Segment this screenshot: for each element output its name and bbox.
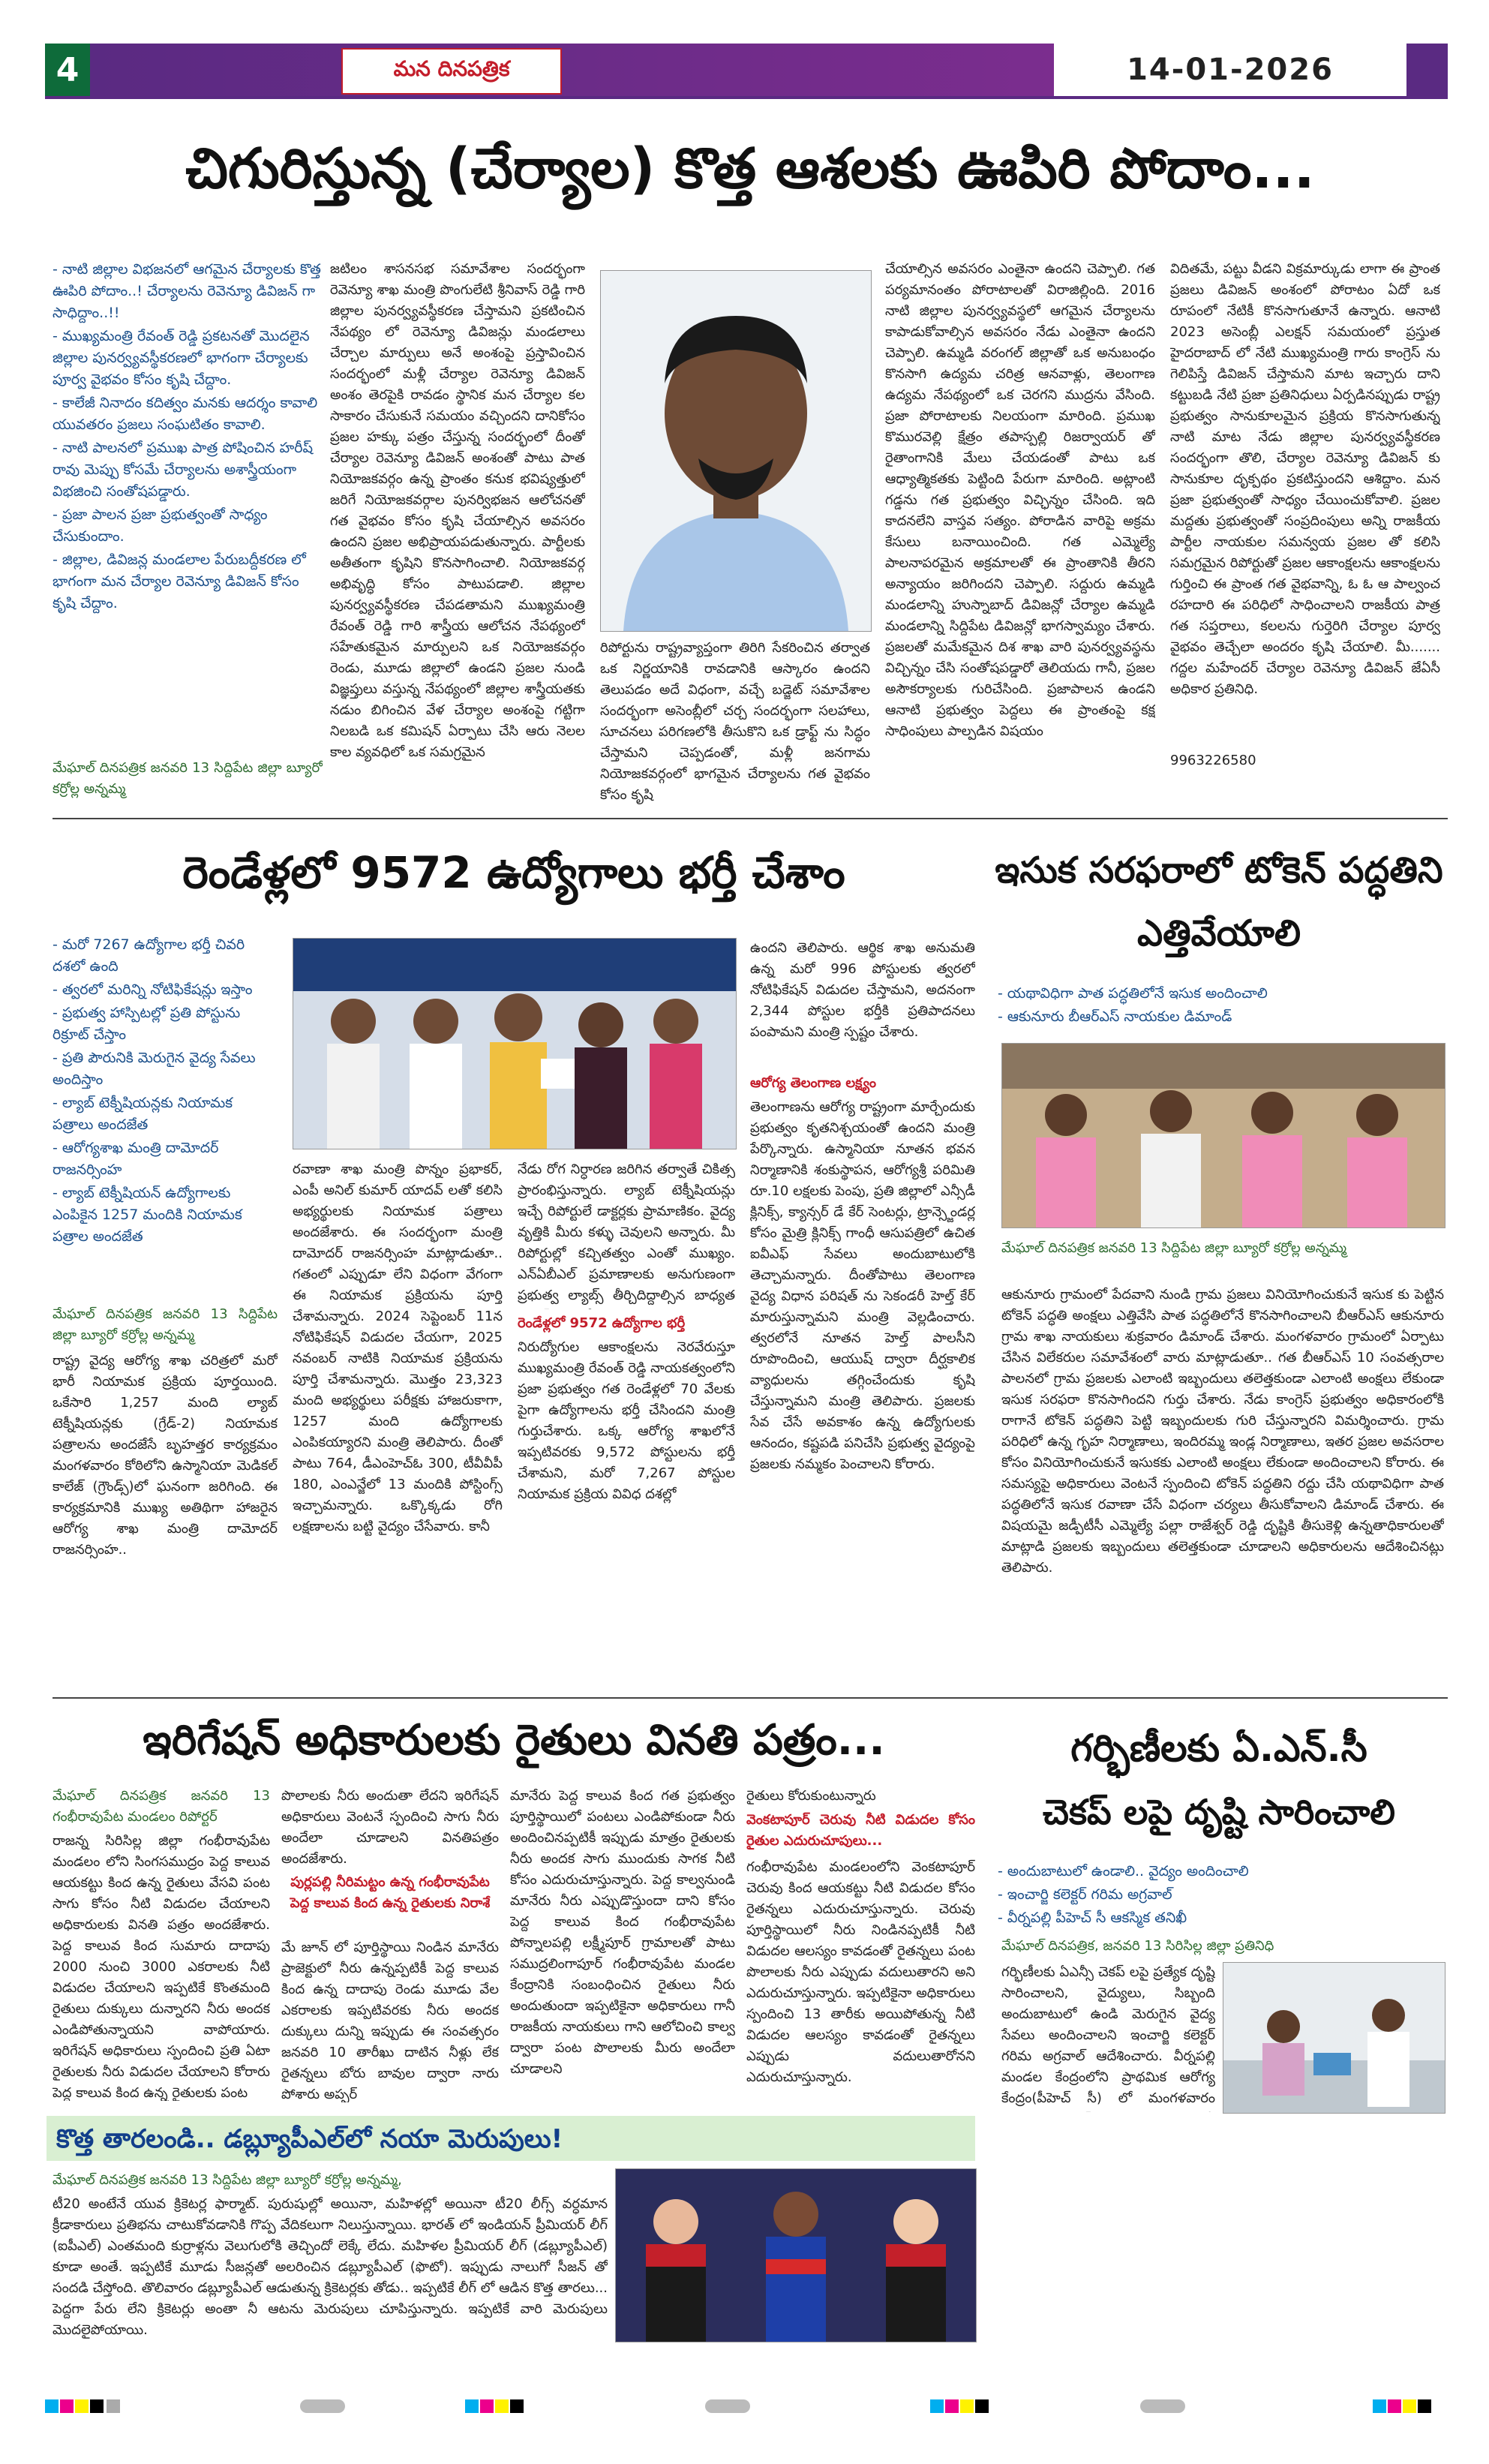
story1-portrait-photo xyxy=(600,270,872,632)
story3-bullet: - ఆకునూరు బీఆర్ఎస్ నాయకుల డిమాండ్ xyxy=(998,1008,1232,1025)
story1-bullet: - కాలేజీ నినాదం కదిత్వం మనకు ఆదర్శం కావాలి యువతరం ప్రజలు సంఘటితం కావాలి. xyxy=(53,395,318,433)
story4-col2a: పొలాలకు నీరు అందుతా లేదని ఇరిగేషన్ అధికారులు వెంటనే స్పందించి సాగు నీరు అందేలా చూడాలని వినతిపత్రం అందజేశారు. xyxy=(281,1788,499,1867)
story4-col4b: గంభీరావుపేట మండలంలోని వెంకటాపూర్ చెరువు కింద ఆయకట్టు నీటి విడుదల కోసం రైతన్నలు ఎదురుచూస్తున్నారు. చెరువు పూర్తిస్థాయిలో నీరు నిండినప్పటికీ నీటి విడుదల ఆలస్యం కావడంతో రైతన్నలు పంట పొలాలకు నీరు ఎప్పుడు వదులుతారని అని ఎదురుచూస్తున్నారు. ఇప్పటికైనా అధికారులు స్పందించి 13 తారీకు అయిపోతున్న నీటి విడుదల ఆలస్యం కావడంతో రైతన్నలు ఎప్పుడు వదులుతారోనని ఎదురుచూస్తున్నారు. xyxy=(746,1859,975,2085)
story2-headline: రెండేళ్లలో 9572 ఉద్యోగాలు భర్తీ చేశాం xyxy=(182,847,845,898)
story3-headline: ఇసుక సరఫరాలో టోకెన్ పద్ధతిని ఎత్తివేయాలి xyxy=(995,849,1443,954)
story2-col1: రాష్ట్ర వైద్య ఆరోగ్య శాఖ చరిత్రలో మరో భారీ నియామక ప్రక్రియ పూర్తయింది. ఒకేసారి 1,257 మంది ల్యాబ్ టెక్నీషియన్లకు (గ్రేడ్-2) నియామక పత్రాలను అందజేసే బృహత్తర కార్యక్రమం మంగళవారం కోఠిలోని ఉస్మానియా మెడికల్ కాలేజ్ (గ్రౌండ్స్)లో ఘనంగా జరిగింది. ఈ కార్యక్రమానికి ముఖ్య అతిథిగా హాజరైన ఆరోగ్య శాఖ మంత్రి దామోదర్ రాజనర్సింహ.. xyxy=(53,1353,278,1558)
story4-col2-subhead: పుర్లపల్లి నీరిమట్టం ఉన్న గంభీరావుపేట పెద్ద కాలువ కింద ఉన్న రైతులకు నిరాశే xyxy=(290,1874,491,1911)
header-band xyxy=(90,44,1054,96)
story3-credit: మేఘాల్ దినపత్రిక జనవరి 13 సిద్దిపేట జిల్లా బ్యూరో కర్రోల్ల అన్నమ్మ xyxy=(1001,1240,1347,1256)
story4-col4a: రైతులు కోరుకుంటున్నారు xyxy=(746,1788,876,1804)
header-tail xyxy=(1406,44,1448,96)
story1-col5: విదితమే, పట్టు వీడని విక్రమార్కుడు లాగా ఈ ప్రాంత ప్రజలు డివిజన్ అంశంలో పోరాటం ఏదో ఒక రూపంలో నేటికీ కొనసాగుతూనే ఉన్నారు. ఆనాటి 2023 అసెంబ్లీ ఎలక్షన్ సమయంలో ప్రస్తుత హైదరాబాద్ లో నేటి ముఖ్యమంత్రి గారు కాంగ్రెస్ ను గెలిపిస్తే డివిజన్ చేస్తామని మాట ఇచ్చారు దాని కట్టుబడి నేటి ప్రజా ప్రతినిధులు ఏర్పడినప్పుడు రాష్ట్ర ప్రభుత్వం సానుకూలమైన ప్రక్రియ కొనసాగుతున్న నాటి మాట నేడు జిల్లాల పునర్వ్యవస్థీకరణ సందర్భంగా తొలి, చేర్యాల రెవెన్యూ డివిజన్ కు సానుకూల దృక్పథం ప్రకటిస్తుందని ఆశిద్దాం. మన ప్రజా ప్రభుత్వంతో సాధ్యం చేయించుకోవాలి. ప్రజల మద్దతు ప్రభుత్వంతో సంప్రదింపులు అన్ని రాజకీయ పార్టీల నాయకుల సమన్వయ ప్రజల తో కలిసి సమగ్రమైన రిపోర్టుతో ప్రజల ఆకాంక్షలను ఆకాంక్షలను గుర్తించి ఈ ప్రాంత గత వైభవాన్ని, ఓ ఓ ఆ పాల్వంచ రహదారి ఈ పరిధిలో సాధించాలని రాజకీయ పాత్ర గత సప్తరాలు, కలలను గుర్తెరిగి చేర్యాల పూర్వ వైభవం తెచ్చేలా అందరం కృషి చేయాలి. మీ....... గద్దల మహేందర్ చేర్యాల రెవెన్యూ డివిజన్ జేఏసీ అధికార ప్రతినిధి. xyxy=(1170,261,1440,697)
story3-group-photo xyxy=(1001,1043,1445,1228)
story5-headline: కొత్త తారలండి.. డబ్ల్యూపీఎల్‌లో నయా మెరుపులు! xyxy=(56,2124,563,2154)
color-registration-marks xyxy=(45,2398,1448,2414)
story2-credit: మేఘాల్ దినపత్రిక జనవరి 13 సిద్దిపేట జిల్లా బ్యూరో కర్రోల్ల అన్నమ్మ xyxy=(53,1306,278,1343)
story1-headline: చిగురిస్తున్న (చేర్యాల) కొత్త ఆశలకు ఊపిరి పోదాం... xyxy=(185,137,1315,201)
story5-text: టీ20 అంటేనే యువ క్రికెటర్ల ఫార్మాట్. పురుషుల్లో అయినా, మహిళల్లో అయినా టీ20 లీగ్స్ వర్ధమాన క్రీడాకారులు ప్రతిభను చాటుకోవడానికి గొప్ప వేదికలుగా నిలుస్తున్నాయి. భారత్ లో ఇండియన్ ప్రీమియర్ లీగ్ (ఐపీఎల్) ఎంతమంది కుర్రాళ్లను వెలుగులోకి తెచ్చిందో లెక్కే లేదు. మహిళల ప్రీమియర్ లీగ్ (డబ్ల్యూపీఎల్) కూడా అంతే. ఇప్పటికే మూడు సీజన్లతో అలరించిన డబ్ల్యూపీఎల్ (ఫొటో). ఇప్పుడు నాలుగో సీజన్ తో సందడి చేస్తోంది. తొలివారం డబ్ల్యూపీఎల్ ఆడుతున్న క్రికెటర్లకు తోడు.. ఇప్పటికే లీగ్ లో ఆడిన కొత్త తారలు... పెద్దగా పేరు లేని క్రికెటర్లు అంతా నీ ఆటను మెరుపులు చూపిస్తున్నారు. ఇప్పటికే వారి మెరుపులు మొదలైపోయాయి. xyxy=(53,2196,608,2338)
story2-bullet: - ప్రభుత్వ హాస్పిటల్లో ప్రతి పోస్టును రిక్రూట్ చేస్తాం xyxy=(53,1005,241,1043)
story1-phone: 9963226580 xyxy=(1170,753,1256,768)
story2-col3b: నిరుద్యోగుల ఆకాంక్షలను నెరవేరుస్తూ ముఖ్యమంత్రి రేవంత్ రెడ్డి నాయకత్వంలోని ప్రజా ప్రభుత్వం గత రెండేళ్లలో 70 వేలకు పైగా ఉద్యోగాలను భర్తీ చేసిందని మంత్రి గుర్తుచేశారు. ఒక్క ఆరోగ్య శాఖలోనే ఇప్పటివరకు 9,572 పోస్టులను భర్తీ చేశామని, మరో 7,267 పోస్టుల నియామక ప్రక్రియ వివిధ దశల్లో xyxy=(518,1339,735,1502)
story1-bullet: - నాటి పాలనలో ప్రముఖ పాత్ర పోషించిన హరీష్ రావు మెప్పు కోసమే చేర్యాలను అశాస్త్రీయంగా విభజించి సంతోషపడ్డారు. xyxy=(53,440,314,500)
story2-col2: రవాణా శాఖ మంత్రి పొన్నం ప్రభాకర్, ఎంపీ అనిల్ కుమార్ యాదవ్ లతో కలిసి అభ్యర్థులకు నియామక పత్రాలు అందజేశారు. ఈ సందర్భంగా మంత్రి దామోదర్ రాజనర్సింహ మాట్లాడుతూ.. గతంలో ఎప్పుడూ లేని విధంగా వేగంగా ఈ నియామక ప్రక్రియను పూర్తి చేశామన్నారు. 2024 సెప్టెంబర్ 11న నోటిఫికేషన్ విడుదల చేయగా, 2025 నవంబర్ నాటికి నియామక ప్రక్రియను పూర్తి చేశామన్నారు. మొత్తం 23,323 మంది అభ్యర్థులు పరీక్షకు హాజరుకాగా, 1257 మంది ఉద్యోగాలకు ఎంపికయ్యారని మంత్రి తెలిపారు. దీంతో పాటు 764, డీఎంహెచ్ఓ 300, టీవీవీపీ 180, ఎంఎన్జేలో 13 మందికి పోస్టింగ్స్ ఇచ్చామన్నారు. ఒక్కొక్కడు రోగి లక్షణాలను బట్టి వైద్యం చేసేవారు. కానీ xyxy=(293,1161,503,1534)
story5-credit: మేఘాల్ దినపత్రిక జనవరి 13 సిద్దిపేట జిల్లా బ్యూరో కర్రోల్ల అన్నమ్మ, xyxy=(53,2172,402,2188)
story4-col4-subhead: వెంకటాపూర్ చెరువు నీటి విడుదల కోసం రైతుల ఎదురుచూపులు... xyxy=(746,1812,975,1849)
story1-bullets xyxy=(53,259,323,616)
story6-headline-line2: చెకప్ లపై దృష్టి సారించాలి xyxy=(1043,1792,1395,1832)
masthead-logo: మన దినపత్రిక xyxy=(341,48,562,95)
section-divider xyxy=(53,818,1448,819)
story1-credit: మేఘాల్ దినపత్రిక జనవరి 13 సిద్దిపేట జిల్లా బ్యూరో కర్రోల్ల అన్నమ్మ xyxy=(53,760,323,797)
group-illustration xyxy=(1002,1044,1445,1227)
story1-col2: జటిలం శాసనసభ సమావేశాల సందర్భంగా రెవెన్యూ శాఖ మంత్రి పొంగులేటి శ్రీనివాస్ రెడ్డి గారి జిల్లాల పునర్వ్యవస్థీకరణ చేస్తామని ప్రకటించిన నేపథ్యం లో రెవెన్యూ డివిజన్లు మండలాలు చేర్చాల మార్పులు అనే అంశంపై ప్రస్తావించిన సందర్భంలో మళ్లీ చేర్యాల రెవెన్యూ డివిజన్ అంశం తెరపైకి రావడం స్థానిక మన చేర్యాల కల సాకారం చేసుకునే సమయం వచ్చిందని దానికోసం ప్రజల హక్కు పత్రం చేస్తున్న సందర్భంలో దీంతో చేర్యాల రెవెన్యూ డివిజన్ అంశంతో పాటు పాత నియోజకవర్గం ఉన్న ప్రాంతం కనుక భవిష్యత్తులో జరిగే నియోజకవర్గాల పునర్విభజన ఆలోచనతో గత వైభవం కోసం కృషి చేయాల్సిన అవసరం ఉందని ప్రజల అభిప్రాయపడుతున్నారు. పార్టీలకు అతీతంగా కృషిని కొనసాగించాలి. నియోజకవర్గ అభివృద్ధి కోసం పాటుపడాలి. జిల్లాల పునర్వ్యవస్థీకరణ చేపడతామని ముఖ్యమంత్రి రేవంత్ రెడ్డి గారి శాస్త్రీయ ఆలోచన నేపథ్యంలో సహేతుకమైన మార్పులని ఒక నియోజకవర్గం రెండు, మూడు జిల్లాలో ఉండని ప్రజల నుండి విజ్ఞప్తులు వస్తున్న నేపథ్యంలో జిల్లాల శాస్త్రీయతకు నడుం బిగించిన వేళ చేర్యాల అంశంపై గట్టిగా నిలబడి ఒక కమిషన్ ఏర్పాటు చేసి ఆరు నెలల కాల వ్యవధిలో ఒక సమగ్రమైన xyxy=(330,261,585,760)
story4-col2b: మే జూన్ లో పూర్తిస్థాయి నిండిన మానేరు ప్రాజెక్టులో నీరు ఉన్నప్పటికీ పెద్ద కాలువ కింద ఉన్న దాదాపు రెండు మూడు వేల ఎకరాలకు ఇప్పటివరకు నీరు అందక దుక్కులు దున్ని ఇప్పుడు ఈ సంవత్సరం జనవరి 10 తారీఖు దాటిన నీళ్లు లేక రైతన్నలు బోరు బావుల ద్వారా నారు పోశారు అప్పర్ xyxy=(281,1940,499,2102)
story2-col4a: ఉందని తెలిపారు. ఆర్థిక శాఖ అనుమతి ఉన్న మరో 996 పోస్టులకు త్వరలో నోటిఫికేషన్ విడుదల చేస్తామని, అదనంగా 2,344 పోస్టుల భర్తీకి ప్రతిపాదనలు పంపామని మంత్రి స్పష్టం చేశారు. xyxy=(750,940,975,1040)
story2-col3a: నేడు రోగ నిర్ధారణ జరిగిన తర్వాతే చికిత్స ప్రారంభిస్తున్నారు. ల్యాబ్ టెక్నీషియన్లు ఇచ్చే రిపోర్టులే డాక్టర్లకు ప్రామాణికం. వైద్య వృత్తికి మీరు కళ్ళు చెవులని అన్నారు. మీ రిపోర్టుల్లో కచ్చితత్వం ఎంతో ముఖ్యం. ఎన్ఏబీఎల్ ప్రమాణాలకు అనుగుణంగా ప్రభుత్వ ల్యాబ్స్ తీర్చిదిద్దాల్సిన బాధ్యత xyxy=(518,1161,735,1303)
story1-bullet: - నాటి జిల్లాల విభజనలో ఆగమైన చేర్యాలకు కొత్త ఊపిరి పోదాం..! చేర్యాలను రెవెన్యూ డివిజన్ గా సాధిద్దాం..!! xyxy=(53,261,321,321)
story2-bullet: - ల్యాబ్ టెక్నీషియన్ ఉద్యోగాలకు ఎంపికైన 1257 మందికి నియామక పత్రాల అందజేత xyxy=(53,1185,242,1245)
story6-clinic-photo xyxy=(1223,1962,1445,2114)
portrait-illustration xyxy=(601,271,871,631)
story6-bullet: - ఇంచార్జి కలెక్టర్ గరిమ అగ్రవాల్ xyxy=(998,1886,1172,1903)
story6-text-continued xyxy=(1001,2116,1444,2378)
page-number: 4 xyxy=(45,44,90,96)
story4-col3: మానేరు పెద్ద కాలువ కింద గత ప్రభుత్వం పూర్తిస్థాయిలో పంటలు ఎండిపోకుండా నీరు అందించినప్పటికీ ఇప్పుడు మాత్రం రైతులకు నీరు అందక సాగు ముందుకు సాగక నీటి కోసం ఎదురుచూస్తున్నారు. పెద్ద కాల్వనుండి మానేరు నీరు ఎప్పుడొస్తుందా దాని కోసం పెద్ద కాలువ కింద గంభీరావుపేట పోన్నాలపల్లి లక్ష్మీపూర్ గ్రామాలతో పాటు సముద్రలింగాపూర్ గంభీరావుపేట మండల కేంద్రానికి సంబంధించిన రైతులు నీరు అందుతుందా ఇప్పటికైనా అధికారులు గానీ రాజకీయ నాయకులు గాని ఆలోచించి కాల్వ ద్వారా పంట పొలాలకు మీరు అందేలా చూడాలని xyxy=(510,1788,735,2077)
story2-bullet: - మరో 7267 ఉద్యోగాల భర్తీ చివరి దశలో ఉంది xyxy=(53,936,245,975)
clinic-illustration xyxy=(1223,1963,1445,2113)
story2-bullet: - త్వరలో మరిన్ని నోటిఫికేషన్లు ఇస్తాం xyxy=(53,981,253,998)
story6-text: గర్భిణీలకు ఏఎన్సీ చెకప్ లపై ప్రత్యేక దృష్టి సారించాలని, వైద్యులు, సిబ్బంది అందుబాటులో ఉండి మెరుగైన వైద్య సేవలు అందించాలని ఇంచార్జి కలెక్టర్ గరిమ అగ్రవాల్ ఆదేశించారు. వీర్నపల్లి మండల కేంద్రంలోని ప్రాథమిక ఆరోగ్య కేంద్రం(పీహెచ్ సీ) లో మంగళవారం xyxy=(1001,1964,1215,2106)
story2-col4-subhead: ఆరోగ్య తెలంగాణ లక్ష్యం xyxy=(750,1075,876,1091)
story6-bullets xyxy=(998,1861,1448,1931)
section-divider xyxy=(53,1697,1448,1699)
story1-col4: చేయాల్సిన అవసరం ఎంతైనా ఉందని చెప్పాలి. గత పర్యమానంతం పోరాటాలతో విరాజిల్లింది. 2016 నాటి జిల్లాల పునర్వ్యవస్థలో ఆగమైన చేర్యాలను కాపాడుకోవాల్సిన అవసరం నేడు ఎంతైనా ఉందని చెప్పాలి. ఉమ్మడి వరంగల్ జిల్లాతో ఒక అనుబంధం కొనసాగి ఉద్యమ చరిత్ర ఆనవాళ్లు, తెలంగాణ ఉద్యమ నేపథ్యంలో ఒక చెరగని ముద్రను వేసింది. ప్రజా పోరాటాలకు నిలయంగా మారింది. ప్రముఖ కొమురవెల్లి క్షేత్రం తపాస్పల్లి రిజర్వాయర్ తో రైతాంగానికి మేలు చేయడంతో పాటు ఒక ఆధ్యాత్మికతకు పెట్టింది పేరుగా మారింది. అట్లాంటి గడ్డను గత ప్రభుత్వం విచ్ఛిన్నం చేసింది. ఇది కాదనలేని వాస్తవ సత్యం. పోరాడిన వారిపై అక్రమ కేసులు బనాయించింది. గత ఎమ్మెల్యే పాలనాపరమైన అక్రమాలతో ఈ ప్రాంతానికి తీరని అన్యాయం జరిగిందని చెప్పాలి. సద్దురు ఉమ్మడి మండలాన్ని హుస్నాబాద్ డివిజన్లో చేర్యాల ఉమ్మడి మండలాన్ని సిద్దిపేట డివిజన్లో భాగస్వామ్యం చేశారు. ప్రజలతో మమేకమైన దిశ శాఖ వారి పునర్వ్యవస్థను విచ్చిన్నం చేసి సంతోషపడ్డారో తెలియదు గానీ, ప్రజల అసౌకర్యాలకు గురిచేసింది. ప్రజాపాలన ఉండని ఆనాటి ప్రభుత్వం పెద్దలు ఈ ప్రాంతంపై కక్ష సాధింపులు పాల్పడిన విషయం xyxy=(885,261,1155,739)
story6-bullet: - అందుబాటులో ఉండాలి.. వైద్యం అందించాలి xyxy=(998,1863,1249,1880)
story6-headline-line1: గర్భిణీలకు ఏ.ఎన్.సీ xyxy=(1070,1726,1367,1770)
page-header xyxy=(45,44,1448,96)
story5-cricket-photo xyxy=(615,2168,977,2342)
story3-text: ఆకునూరు గ్రామంలో పేదవాని నుండి గ్రామ ప్రజలు వినియోగించుకునే ఇసుక కు పెట్టిన టోకెన్ పద్ధతి అంక్షలు ఎత్తివేసి పాత పద్ధతిలోనే కొనసాగించాలని బీఆర్ఎస్ ఆకునూరు గ్రామ శాఖ నాయకులు శుక్రవారం డిమాండ్ చేశారు. మంగళవారం గ్రామంలో ఏర్పాటు చేసిన విలేకరుల సమావేశంలో వారు మాట్లాడుతూ.. గత బీఆర్ఎస్ 10 సంవత్సరాల పాలనలో గ్రామ ప్రజలకు ఎలాంటి ఇబ్బందులు తలెత్తకుండా ఎలాంటి అంక్షలు లేకుండా ఇసుక సరఫరా కొనసాగిందని గుర్తు చేశారు. నేడు కాంగ్రెస్ ప్రభుత్వం అధికారంలోకి రాగానే టోకెన్ పద్ధతిని పెట్టి ఇబ్బందులకు గురి చేస్తున్నారని విమర్శించారు. గ్రామ పరిధిలో ఉన్న గృహ నిర్మాణాలు, ఇందిరమ్మ ఇండ్ల నిర్మాణాలు, ఇతర ప్రజల అవసరాల కోసం వినియోగించుకునే ఇసుకకు ఎలాంటి అంక్షలు లేకుండా అందించాలని కోరారు. ఈ సమస్యపై అధికారులు వెంటనే స్పందించి టోకెన్ పద్ధతిని రద్దు చేసి యథావిధిగా పాత పద్ధతిలోనే ఇసుక రవాణా చేసే విధంగా చర్యలు తీసుకోవాలని డిమాండ్ చేశారు. ఈ విషయమై జడ్పీటీసీ ఎమ్మెల్యే పల్లా రాజేశ్వర్ రెడ్డి దృష్టికి తీసుకెళ్లి ఉన్నతాధికారులతో మాట్లాడి ప్రజలకు ఇబ్బందులు తలెత్తకుండా చూడాలని అధికారులను ఆదేశించినట్లు తెలిపారు. xyxy=(1001,1287,1444,1576)
issue-date: 14-01-2026 xyxy=(1054,44,1406,96)
story4-col1: రాజన్న సిరిసిల్ల జిల్లా గంభీరావుపేట మండలం లోని సింగసముద్రం పెద్ద కాలువ ఆయకట్టు కింద ఉన్న రైతులు వేసవి పంట సాగు కోసం నీటి విడుదల చేయాలని అధికారులకు వినతి పత్రం అందజేశారు. పెద్ద కాలువ కింద సుమారు దాదాపు 2000 నుంచి 3000 ఎకరాలకు నీటి విడుదల చేయాలని ఇప్పటికే కొంతమంది రైతులు దుక్కులు దున్నారని నీరు అందక ఎండిపోతున్నాయని వాపోయారు. ఇరిగేషన్ అధికారులు స్పందించి ప్రతి ఏటా రైతులకు నీరు విడుదల చేయాలని కోరారు పెద్ద కాలువ కింద ఉన్న రైతులకు పంట xyxy=(53,1833,270,2101)
story6-credit: మేఘాల్ దినపత్రిక, జనవరి 13 సిరిసిల్ల జిల్లా ప్రతినిధి xyxy=(1001,1938,1274,1954)
story4-credit: మేఘాల్ దినపత్రిక జనవరి 13 గంభీరావుపేట మండలం రిపోర్టర్ xyxy=(53,1788,270,1825)
event-illustration xyxy=(293,939,736,1149)
story3-bullet: - యథావిధిగా పాత పద్ధతిలోనే ఇసుక అందించాలి xyxy=(998,985,1268,1002)
story2-col3-subhead: రెండేళ్లలో 9572 ఉద్యోగాల భర్తీ xyxy=(518,1315,686,1331)
cmyk-strip xyxy=(45,2398,1448,2414)
story2-bullet: - ల్యాబ్ టెక్నీషియన్లకు నియామక పత్రాలు అందజేత xyxy=(53,1095,233,1133)
story2-bullet: - ప్రతి పౌరునికి మెరుగైన వైద్య సేవలు అందిస్తాం xyxy=(53,1050,256,1088)
story6-bullet: - వీర్నపల్లి పీహెచ్ సీ ఆకస్మిక తనిఖీ xyxy=(998,1910,1187,1926)
story3-bullets xyxy=(998,983,1448,1029)
header-rule xyxy=(45,96,1448,99)
story2-col4b: తెలంగాణను ఆరోగ్య రాష్ట్రంగా మార్చేందుకు ప్రభుత్వం కృతనిశ్చయంతో ఉందని మంత్రి పేర్కొన్నారు. ఉస్మానియా నూతన భవన నిర్మాణానికి శంకుస్థాపన, ఆరోగ్యశ్రీ పరిమితి రూ.10 లక్షలకు పెంపు, ప్రతి జిల్లాలో ఎన్సీడీ క్లినిక్స్, క్యాన్సర్ డే కేర్ సెంటర్లు, ట్రాన్స్జెండర్ల కోసం మైత్రి క్లినిక్స్ గాంధీ ఆసుపత్రిలో ఉచిత ఐవీఎఫ్ సేవలు అందుబాటులోకి తెచ్చామన్నారు. దీంతోపాటు తెలంగాణ వైద్య విధాన పరిషత్ ను సెకండరీ హెల్త్ కేర్ మారుస్తున్నామని మంత్రి వెల్లడించారు. త్వరలోనే నూతన హెల్త్ పాలసీని రూపొందించి, ఆయుష్ ద్వారా దీర్ఘకాలిక వ్యాధులను తగ్గించేందుకు కృషి చేస్తున్నామని మంత్రి తెలిపారు. ప్రజలకు సేవ చేసే అవకాశం ఉన్న ఉద్యోగులకు ఆనందం, కష్టపడి పనిచేసి ప్రభుత్వ వైద్యంపై ప్రజలకు నమ్మకం పెంచాలని కోరారు. xyxy=(750,1099,975,1472)
story2-bullets xyxy=(53,934,278,1249)
story1-bullet: - జిల్లాల, డివిజన్ల మండలాల పేరుబద్దీకరణ లో భాగంగా మన చేర్యాల రెవెన్యూ డివిజన్ కోసం కృషి చేద్దాం. xyxy=(53,551,306,611)
story2-bullet: - ఆరోగ్యశాఖ మంత్రి దామోదర్ రాజనర్సింహ xyxy=(53,1140,219,1178)
story1-col3: రిపోర్టును రాష్ట్రవ్యాప్తంగా తిరిగి సేకరించిన తర్వాత ఒక నిర్ణయానికి రావడానికి ఆస్కారం ఉందని తెలుపడం అదే విధంగా, వచ్చే బడ్జెట్ సమావేశాల సందర్భంగా అసెంబ్లీలో చర్చ సందర్భంగా సలహాలు, సూచనలు పరిగణలోకి తీసుకొని ఒక డ్రాఫ్ట్ ను సిద్ధం చేస్తామని చెప్పడంతో, మళ్లీ జనగామ నియోజకవర్గంలో భాగమైన చేర్యాలను గత వైభవం కోసం కృషి xyxy=(600,640,870,803)
story2-event-photo xyxy=(293,938,737,1149)
cricket-illustration xyxy=(616,2169,976,2342)
story1-bullet: - ప్రజా పాలన ప్రజా ప్రభుత్వంతో సాధ్యం చేసుకుందాం. xyxy=(53,506,268,545)
story1-bullet: - ముఖ్యమంత్రి రేవంత్ రెడ్డి ప్రకటనతో మొదలైన జిల్లాల పునర్వ్యవస్థీకరణలో భాగంగా చేర్యాలకు పూర్వ వైభవం కోసం కృషి చేద్దాం. xyxy=(53,328,310,388)
story4-headline: ఇరిగేషన్ అధికారులకు రైతులు వినతి పత్రం... xyxy=(143,1716,885,1765)
